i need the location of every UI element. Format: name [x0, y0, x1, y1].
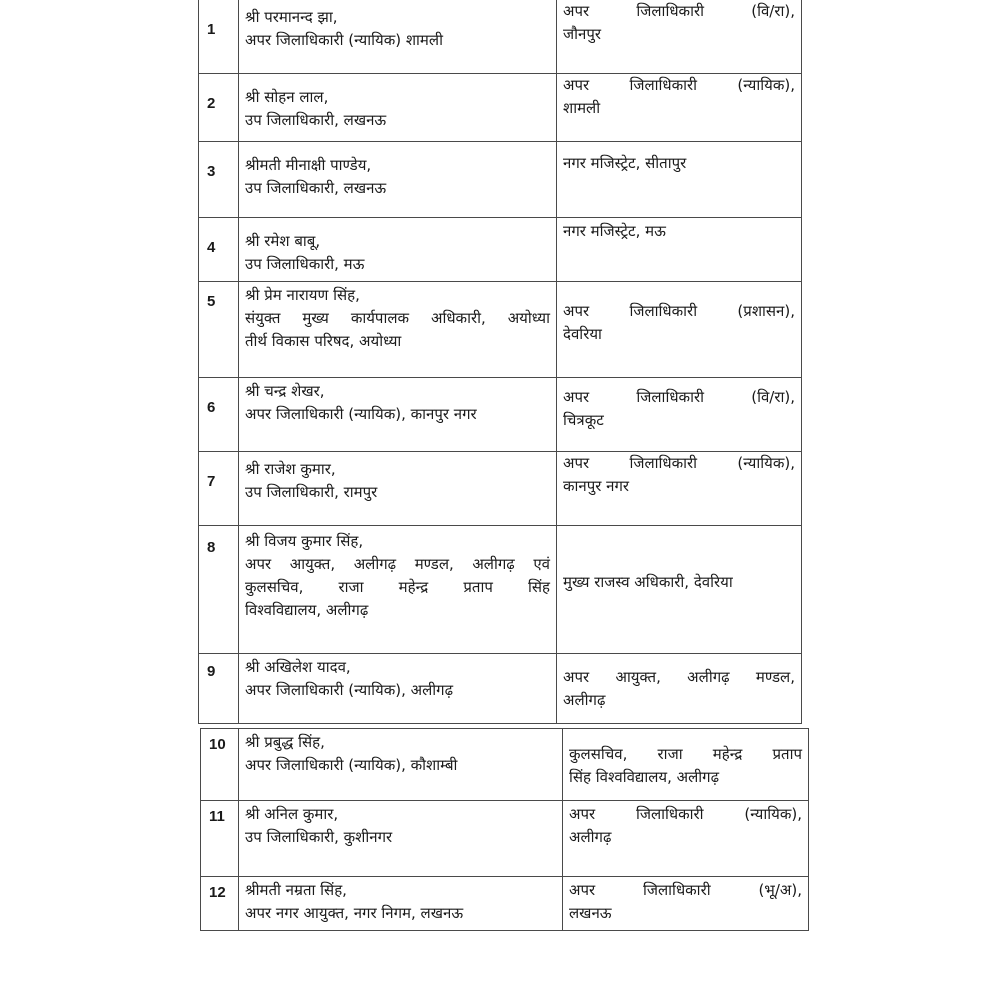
table-row: [201, 877, 809, 931]
new-post-cell: [557, 281, 802, 377]
current-post: अपर जिलाधिकारी (न्यायिक), अलीगढ़: [245, 680, 454, 699]
current-post: कुलसचिव, राजा महेन्द्र प्रताप सिंह: [245, 577, 550, 596]
serial-number: 7: [199, 451, 239, 525]
new-post: जौनपुर: [563, 25, 601, 43]
officer-cell: [239, 281, 557, 377]
new-post: अलीगढ़: [569, 828, 612, 846]
current-post: उप जिलाधिकारी, मऊ: [245, 254, 365, 273]
officer-cell: [239, 801, 563, 877]
table-row: [199, 525, 802, 653]
serial-number: 12: [201, 877, 239, 931]
officer-name: श्रीमती मीनाक्षी पाण्डेय,: [245, 155, 372, 174]
current-post: अपर नगर आयुक्त, नगर निगम, लखनऊ: [245, 904, 464, 922]
document-page-top: [198, 0, 801, 728]
new-post: देवरिया: [563, 324, 602, 343]
officer-name: श्री अखिलेश यादव,: [245, 657, 351, 676]
officer-cell: [239, 451, 557, 525]
new-post-cell: [557, 525, 802, 653]
current-post: उप जिलाधिकारी, रामपुर: [245, 482, 378, 501]
officer-cell: [239, 73, 557, 141]
new-post: शामली: [563, 98, 601, 117]
current-post: तीर्थ विकास परिषद, अयोध्या: [245, 331, 402, 350]
current-post: अपर जिलाधिकारी (न्यायिक), कानपुर नगर: [245, 404, 477, 423]
new-post: अपर जिलाधिकारी (भू/अ),: [569, 881, 802, 899]
serial-number: 8: [199, 525, 239, 653]
officer-name: श्री सोहन लाल,: [245, 87, 329, 106]
officer-cell: [239, 217, 557, 281]
officer-name: श्री प्रबुद्ध सिंह,: [245, 733, 325, 751]
table-row: [199, 73, 802, 141]
new-post-cell: [563, 877, 809, 931]
table-row: [199, 141, 802, 217]
new-post: अपर जिलाधिकारी (न्यायिक),: [563, 453, 795, 472]
current-post: अपर आयुक्त, अलीगढ़ मण्डल, अलीगढ़ एवं: [245, 554, 550, 573]
transfer-table-part-2: [200, 728, 809, 931]
serial-number: 4: [199, 217, 239, 281]
new-post-cell: [557, 73, 802, 141]
serial-number: 3: [199, 141, 239, 217]
new-post-cell: [557, 141, 802, 217]
officer-cell: [239, 729, 563, 801]
new-post: कानपुर नगर: [563, 476, 630, 495]
officer-cell: [239, 653, 557, 723]
serial-number: 1: [199, 0, 239, 73]
serial-number: 5: [199, 281, 239, 377]
new-post: अपर आयुक्त, अलीगढ़ मण्डल,: [563, 667, 795, 686]
officer-cell: [239, 141, 557, 217]
current-post: संयुक्त मुख्य कार्यपालक अधिकारी, अयोध्या: [245, 308, 550, 327]
new-post-cell: [563, 729, 809, 801]
officer-cell: [239, 525, 557, 653]
new-post: अपर जिलाधिकारी (वि/रा),: [563, 387, 795, 406]
document-page-bottom: [192, 728, 808, 943]
new-post-cell: [557, 217, 802, 281]
new-post: सिंह विश्वविद्यालय, अलीगढ़: [569, 768, 720, 786]
table-row: [199, 0, 802, 73]
officer-name: श्री प्रेम नारायण सिंह,: [245, 285, 360, 304]
new-post: कुलसचिव, राजा महेन्द्र प्रताप: [569, 745, 802, 763]
officer-cell: [239, 877, 563, 931]
officer-name: श्री परमानन्द झा,: [245, 8, 338, 26]
officer-cell: [239, 377, 557, 451]
new-post: नगर मजिस्ट्रेट, मऊ: [563, 221, 666, 240]
serial-number: 2: [199, 73, 239, 141]
current-post: अपर जिलाधिकारी (न्यायिक), कौशाम्बी: [245, 756, 458, 774]
new-post: अलीगढ़: [563, 690, 606, 709]
serial-number: 10: [201, 729, 239, 801]
table-row: [199, 281, 802, 377]
new-post: मुख्य राजस्व अधिकारी, देवरिया: [563, 572, 733, 591]
new-post: अपर जिलाधिकारी (वि/रा),: [563, 2, 795, 20]
current-post: अपर जिलाधिकारी (न्यायिक) शामली: [245, 31, 443, 49]
officer-name: श्री चन्द्र शेखर,: [245, 381, 325, 400]
new-post: अपर जिलाधिकारी (न्यायिक),: [569, 805, 802, 823]
new-post: नगर मजिस्ट्रेट, सीतापुर: [563, 153, 687, 172]
officer-name: श्रीमती नम्रता सिंह,: [245, 881, 347, 899]
table-row: [199, 377, 802, 451]
serial-number: 11: [201, 801, 239, 877]
new-post-cell: [557, 377, 802, 451]
officer-name: श्री राजेश कुमार,: [245, 459, 336, 478]
new-post-cell: [563, 801, 809, 877]
officer-cell: [239, 0, 557, 73]
transfer-table-part-1: [198, 0, 802, 724]
new-post: लखनऊ: [569, 904, 612, 922]
officer-name: श्री विजय कुमार सिंह,: [245, 531, 364, 550]
new-post: अपर जिलाधिकारी (प्रशासन),: [563, 301, 795, 320]
current-post: विश्वविद्यालय, अलीगढ़: [245, 600, 369, 619]
new-post: अपर जिलाधिकारी (न्यायिक),: [563, 75, 795, 94]
new-post-cell: [557, 653, 802, 723]
table-row: [199, 653, 802, 723]
table-row: [201, 801, 809, 877]
new-post-cell: [557, 0, 802, 73]
table-row: [199, 451, 802, 525]
new-post-cell: [557, 451, 802, 525]
table-row: [199, 217, 802, 281]
officer-name: श्री रमेश बाबू,: [245, 231, 321, 250]
current-post: उप जिलाधिकारी, कुशीनगर: [245, 828, 393, 846]
table-row: [201, 729, 809, 801]
officer-name: श्री अनिल कुमार,: [245, 805, 339, 823]
serial-number: 6: [199, 377, 239, 451]
serial-number: 9: [199, 653, 239, 723]
new-post: चित्रकूट: [563, 410, 604, 429]
current-post: उप जिलाधिकारी, लखनऊ: [245, 178, 387, 197]
current-post: उप जिलाधिकारी, लखनऊ: [245, 110, 387, 129]
